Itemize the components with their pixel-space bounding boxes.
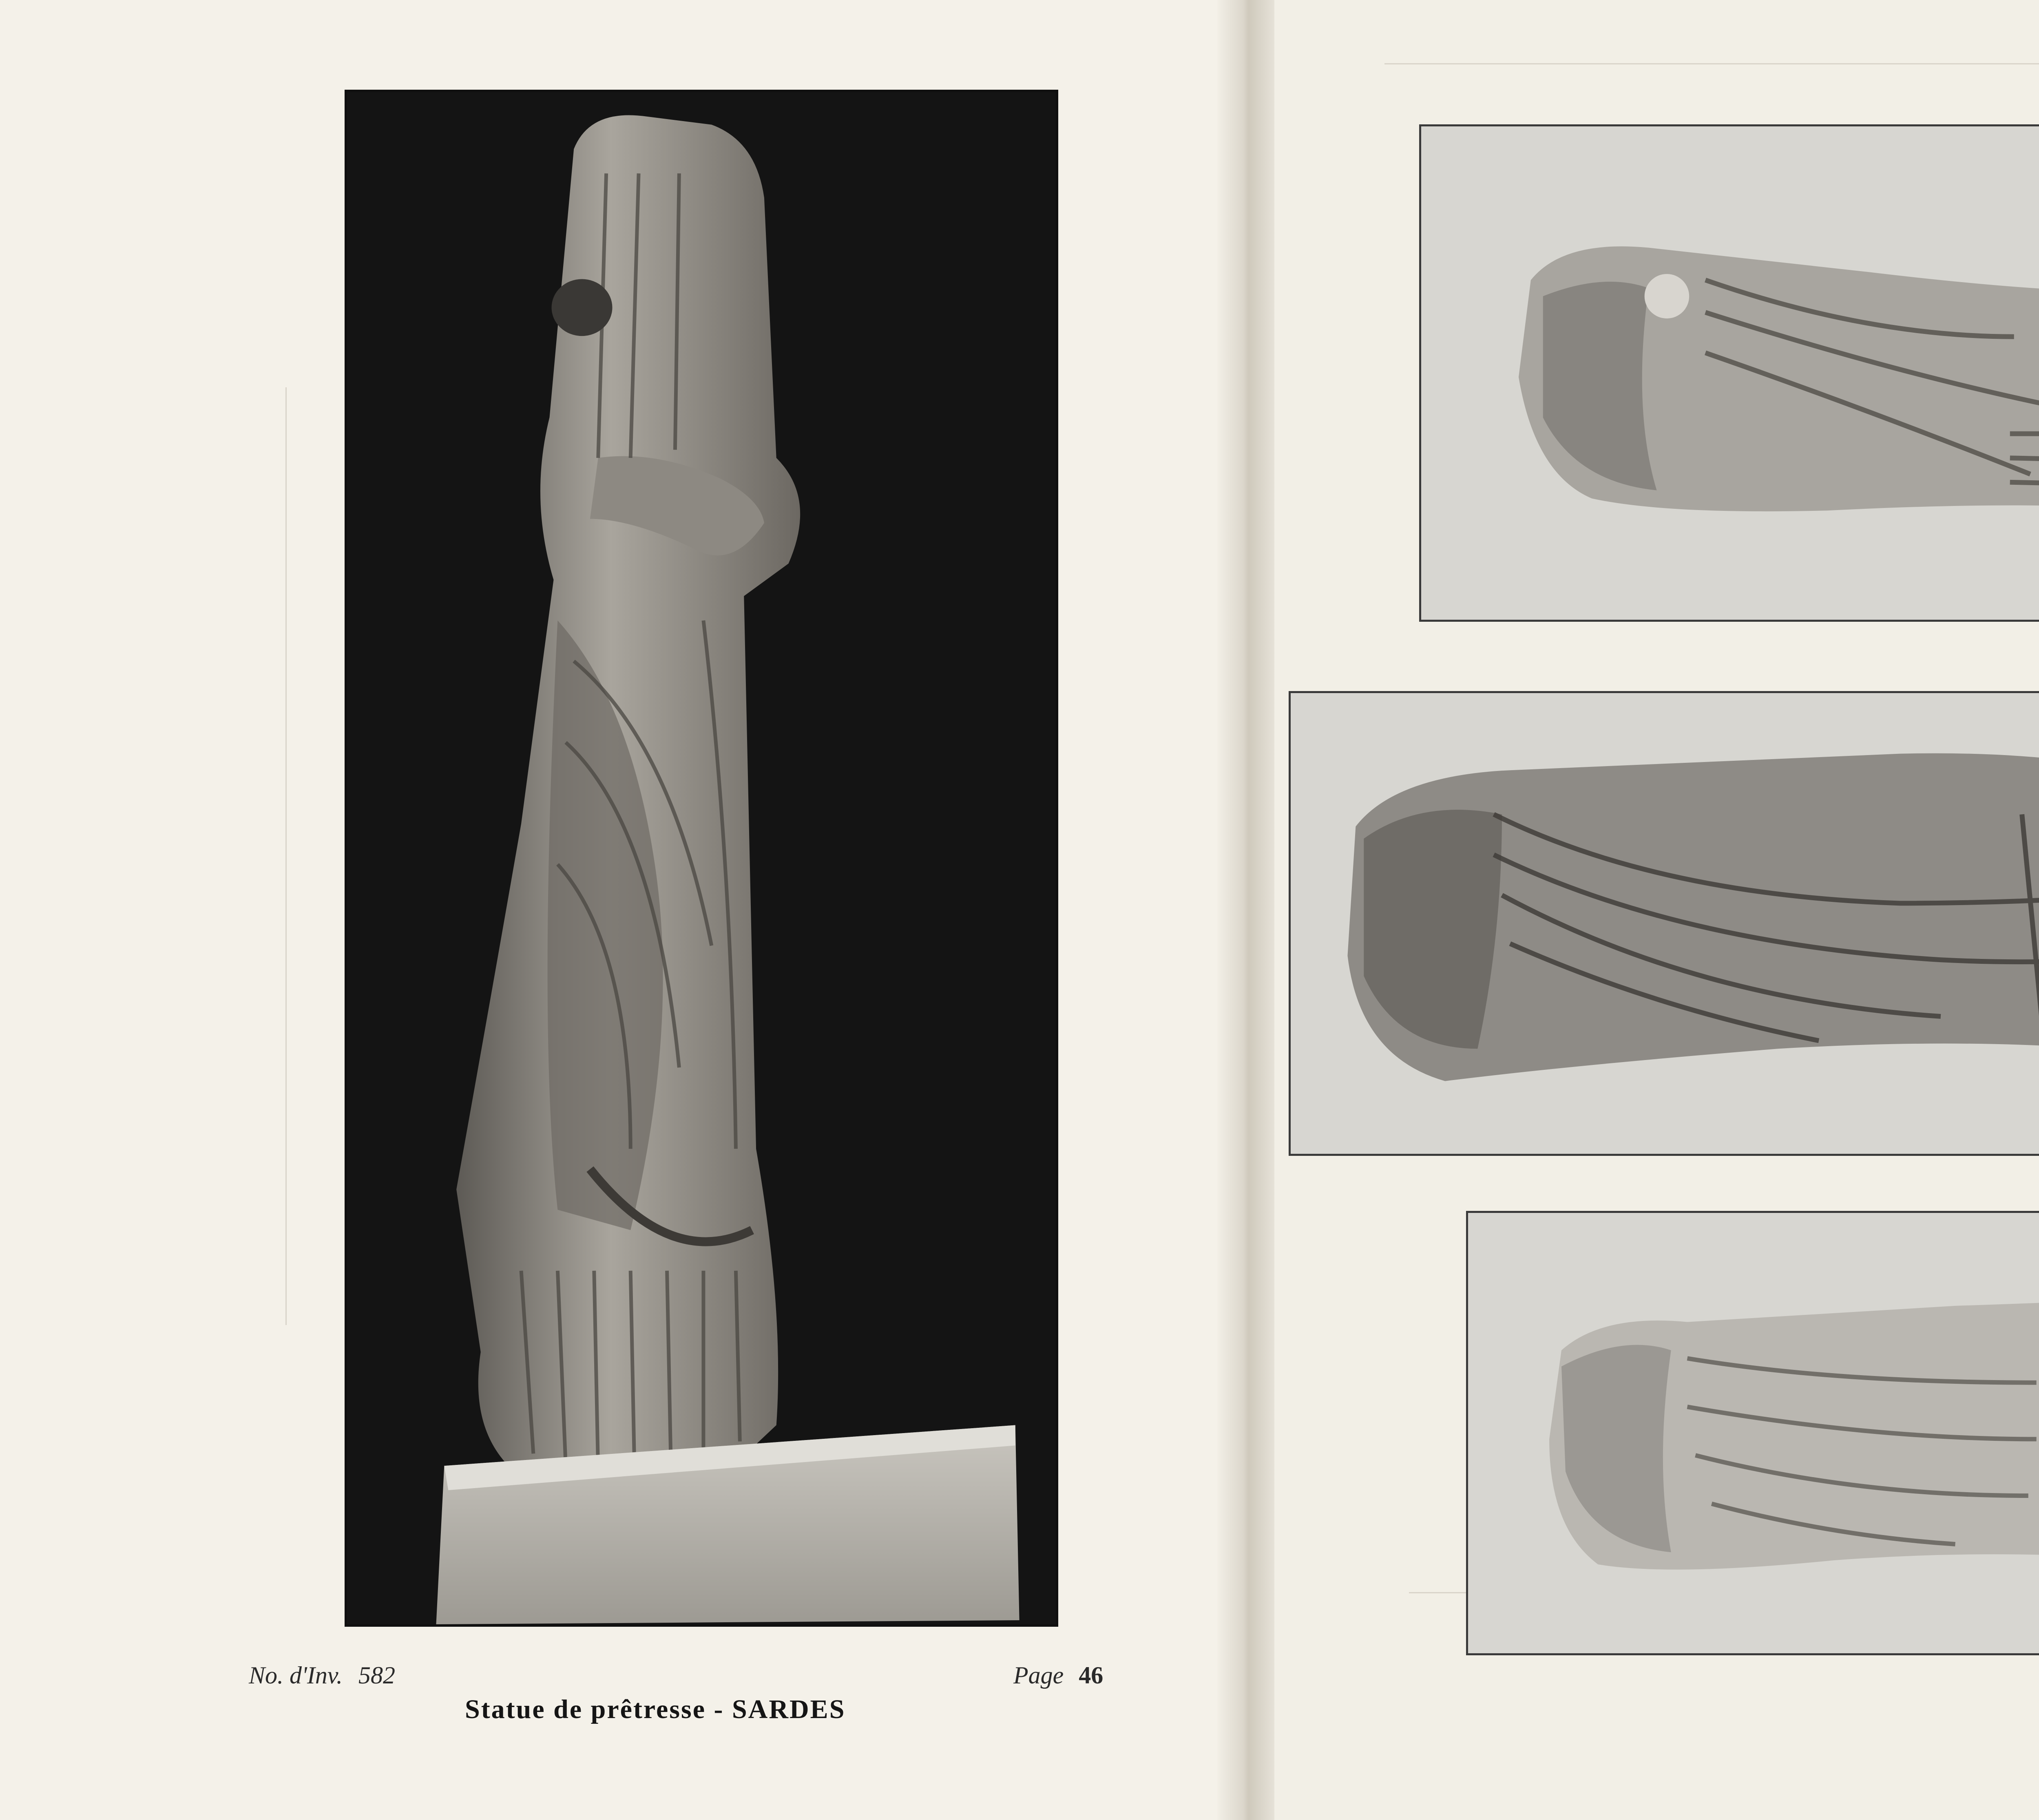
statue-photo-priestess [345,90,1058,1627]
inventory-caption-582 [249,1661,395,1690]
page-reference-46 [1013,1661,1103,1690]
statue-photo-579 [1419,124,2039,622]
statue-photo-516 [1289,691,2039,1156]
page-guide-line [285,387,287,1325]
page-number: 46 [1079,1662,1104,1689]
statue-579-figure [1421,126,2039,620]
inventory-label: No. d'Inv. [249,1662,343,1689]
plate-title: Statue de prêtresse - SARDES [465,1694,846,1724]
statue-photo-573 [1466,1211,2039,1655]
inventory-number: 582 [358,1662,396,1689]
statue-priestess-figure [347,92,1056,1624]
page-guide-line [1384,63,2039,64]
statue-516-figure [1291,693,2039,1154]
statue-573-figure [1468,1213,2039,1653]
page-label: Page [1013,1662,1064,1689]
book-gutter [1217,0,1274,1820]
right-page [1240,0,2039,1820]
